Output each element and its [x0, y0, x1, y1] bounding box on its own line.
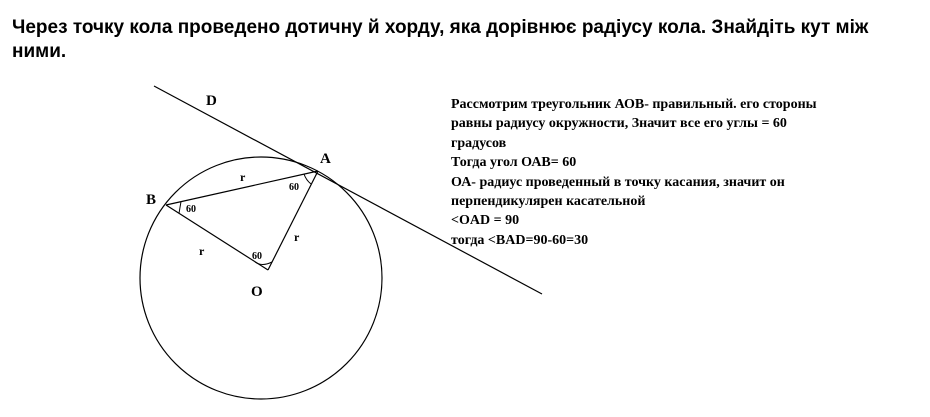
angle-arc-o: [255, 262, 272, 265]
angle-arc-a: [304, 174, 311, 184]
problem-line-1: Через точку кола проведено дотичну й хорду, яка дорівнює радіусу кола. Знайдіть кут між: [12, 17, 869, 38]
solution-line: Рассмотрим треугольник АОВ- правильный. его стороны: [451, 97, 817, 112]
radius-label-ab: r: [240, 170, 246, 184]
point-label-o: O: [251, 284, 263, 300]
solution-line: равны радиусу окружности, Значит все его углы = 60: [451, 116, 787, 132]
angle-label-a: 60: [289, 182, 299, 193]
point-label-d: D: [206, 93, 217, 109]
solution-line: перпендикулярен касательной: [451, 194, 646, 210]
solution-text: [451, 95, 911, 250]
angle-label-o: 60: [252, 251, 262, 262]
point-label-b: B: [146, 192, 157, 208]
angle-label-b: 60: [186, 204, 196, 215]
solution-line: тогда <BAD=90-60=30: [451, 232, 589, 248]
circle: [140, 157, 382, 399]
solution-line: градусов: [451, 135, 507, 151]
radius-label-ob: r: [199, 244, 205, 258]
solution-line: ОА- радиус проведенный в точку касания, значит он: [451, 174, 785, 190]
solution-line: Тогда угол ОАВ= 60: [451, 155, 577, 171]
solution-line: <OAD = 90: [451, 213, 520, 229]
angle-arc-b: [179, 202, 181, 214]
point-label-a: A: [320, 151, 331, 167]
problem-line-2: ними.: [12, 41, 67, 62]
radius-label-oa: r: [294, 230, 300, 244]
